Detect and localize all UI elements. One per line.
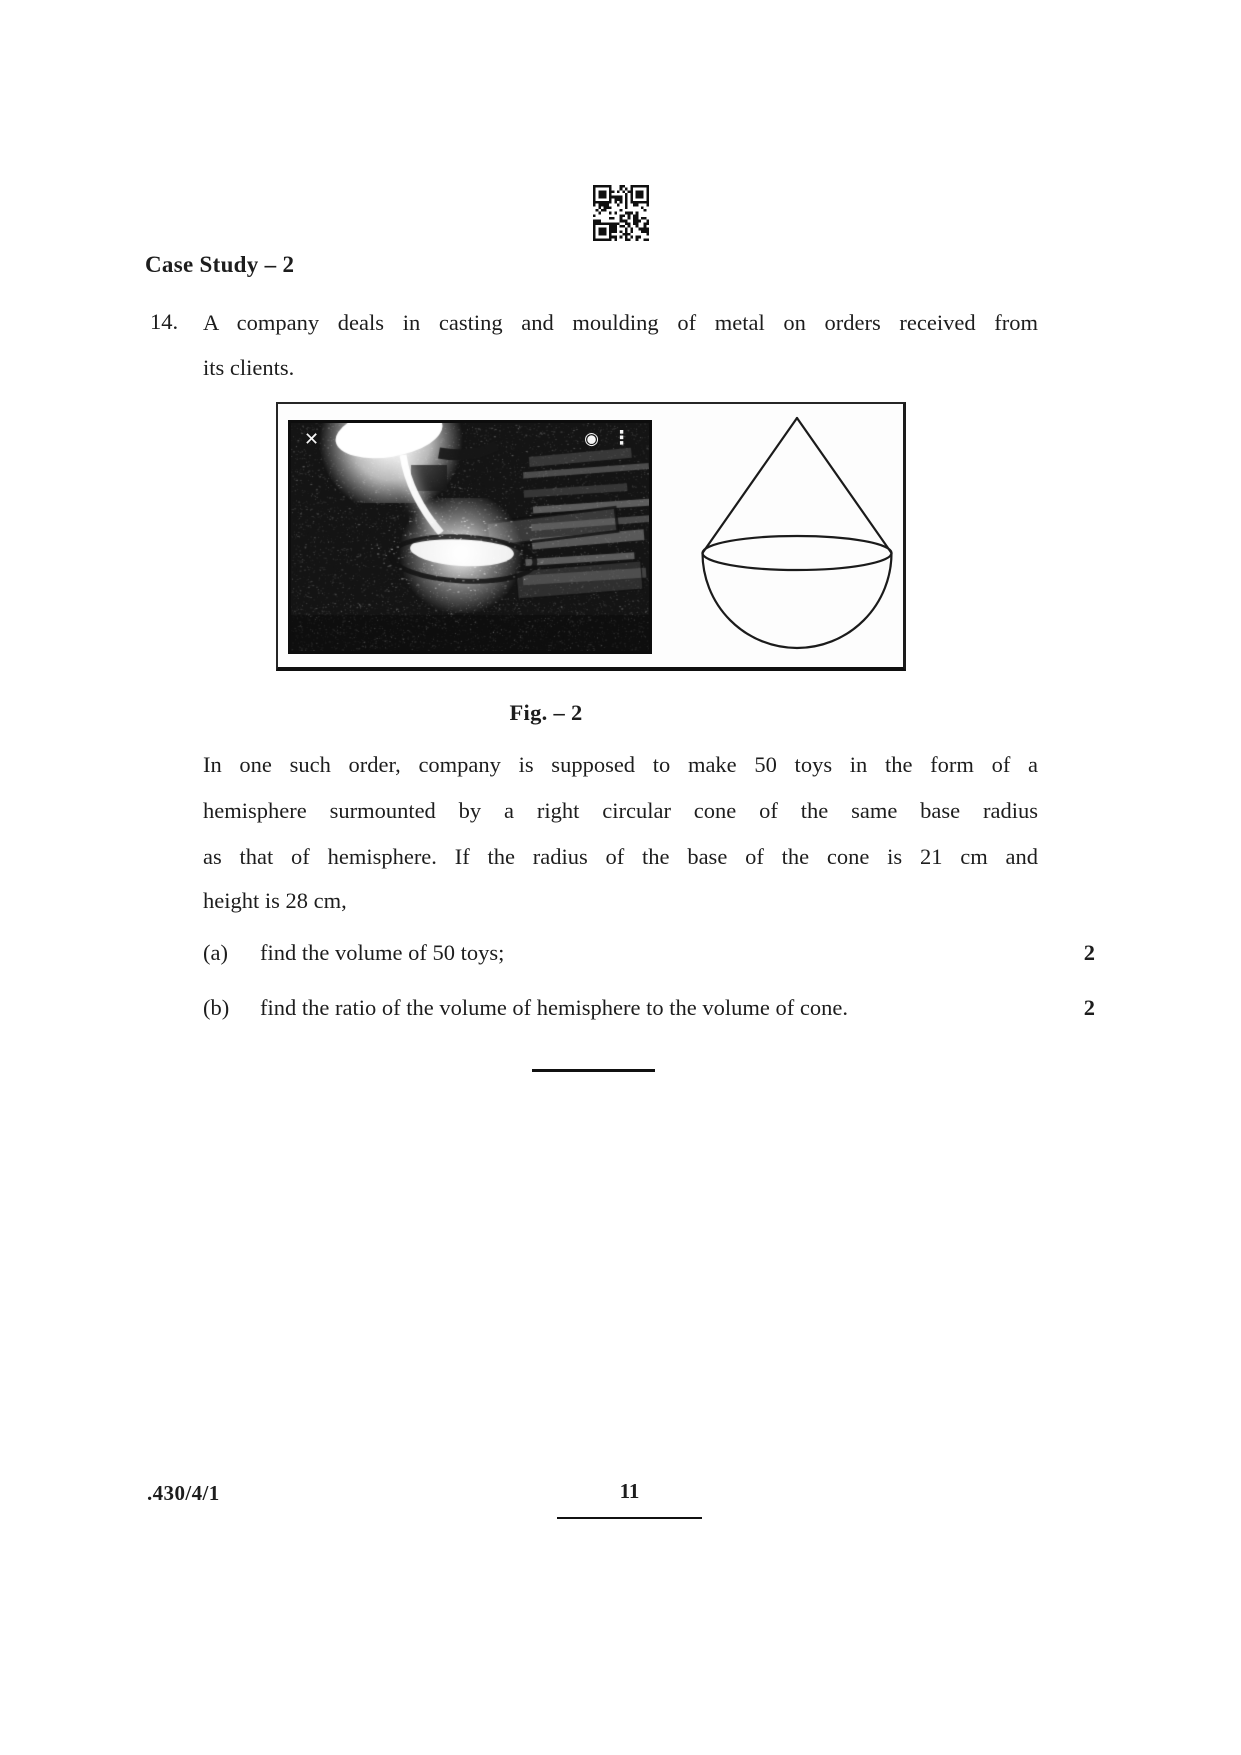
question-body-line: height is 28 cm,	[203, 888, 347, 913]
question-part-b	[203, 994, 1095, 1022]
hemisphere-arc	[703, 553, 892, 648]
question-intro-line: its clients.	[203, 355, 295, 380]
page-number: 11	[619, 1479, 640, 1503]
part-marks: 2	[1083, 995, 1095, 1020]
question-intro-line: A company deals in casting and moulding of metal on orders received from	[203, 310, 1038, 335]
part-marks: 2	[1083, 940, 1095, 965]
question-body-line: as that of hemisphere. If the radius of the base of the cone is 21 cm and	[203, 844, 1038, 869]
casting-photo	[288, 420, 652, 654]
qr-code	[593, 185, 649, 241]
part-text: find the volume of 50 toys;	[260, 940, 505, 965]
cone-hemisphere-diagram	[698, 412, 896, 652]
base-ellipse	[703, 536, 892, 570]
figure-box	[276, 402, 906, 671]
question-body-line: hemisphere surmounted by a right circular cone of the same base radius	[203, 798, 1038, 823]
section-divider	[532, 1069, 655, 1072]
kebab-menu-icon: ⋮	[612, 428, 631, 449]
question-body-line: In one such order, company is supposed to make 50 toys in the form of a	[203, 752, 1038, 777]
part-text: find the ratio of the volume of hemisphere to the volume of cone.	[260, 995, 848, 1020]
figure-caption: Fig. – 2	[509, 700, 583, 725]
part-label: (a)	[203, 940, 228, 965]
cone-left-slant	[703, 418, 798, 553]
page-number-underline	[557, 1517, 702, 1519]
casting-photo-image	[291, 423, 649, 651]
part-label: (b)	[203, 995, 230, 1020]
question-number: 14.	[150, 309, 179, 334]
case-study-heading: Case Study – 2	[145, 252, 295, 277]
camera-icon: ◉	[584, 429, 599, 448]
paper-code: .430/4/1	[147, 1481, 220, 1505]
close-icon: ✕	[304, 429, 320, 449]
cone-right-slant	[797, 418, 892, 553]
question-part-a	[203, 939, 1095, 967]
